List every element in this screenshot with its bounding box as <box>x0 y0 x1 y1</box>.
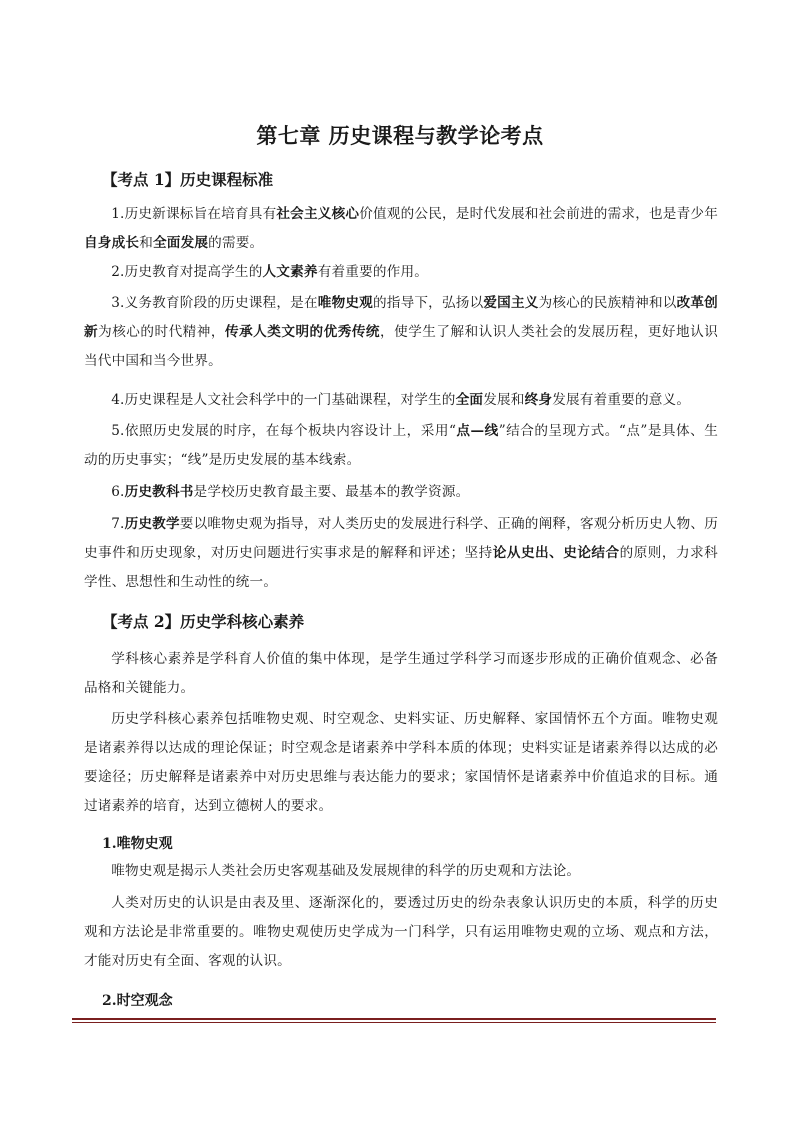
text-run: 的指导下，弘扬以 <box>372 295 484 311</box>
bold-text-run: 论从史出、史论结合 <box>492 545 620 561</box>
text-run: 为核心的时代精神， <box>98 324 225 340</box>
paragraph-11 <box>84 889 718 976</box>
text-run: 价值观的公民，是时代发展和社会前进的需求，也是青少年 <box>359 206 718 222</box>
text-run: 5.依照历史发展的时序，在每个板块内容设计上，采用“ <box>111 423 457 439</box>
paragraph-8 <box>84 645 718 703</box>
text-run: 的需要。 <box>208 235 264 251</box>
subheading-1: 1.唯物史观 <box>102 836 173 852</box>
text-run: 4.历史课程是人文社会科学中的一门基础课程，对学生的 <box>111 392 456 408</box>
bold-text-run: 唯物史观 <box>317 295 373 311</box>
text-run: 6. <box>111 484 125 500</box>
bold-text-run: 人文素养 <box>262 264 318 280</box>
bold-text-run: 传承人类文明的优秀传统 <box>224 324 381 340</box>
text-run: 有着重要的作用。 <box>317 264 429 280</box>
bold-text-run: 全面 <box>455 392 484 408</box>
text-run: ，使学生了解和认识人类社会的发展历程，更好地认识当代中国和当今世界。 <box>84 324 718 369</box>
paragraph-10 <box>84 857 718 886</box>
text-run: 2.历史教育对提高学生的 <box>111 264 263 280</box>
text-run: 是学校历史教育最主要、最基本的教学资源。 <box>193 484 470 500</box>
text-run: 为核心的民族精神和以 <box>538 295 677 311</box>
paragraph-7 <box>84 510 718 597</box>
text-run: 发展有着重要的意义。 <box>552 392 691 408</box>
text-run: 的原则，力求科学性、思想性和生动性的统一。 <box>84 545 718 590</box>
text-run: 3.义务教育阶段的历史课程，是在 <box>111 295 318 311</box>
text-run: 历史学科核心素养包括唯物史观、时空观念、史料实证、历史解释、家国情怀五个方面。唯物史观是诸素养得以达成的理论保证；时空观念是诸素养中学科本质的体现；史料实证是诸素养得以达成的必要途径；历史解释是诸素养中对历史思维与表达能力的要求；家国情怀是诸素养中价值追求的目标。通过诸素养的培育，达到立德树人的要求。 <box>84 711 718 814</box>
subheading-2: 2.时空观念 <box>102 993 173 1009</box>
text-run: 1.历史新课标旨在培育具有 <box>111 206 277 222</box>
section-heading-2: 【考点 2】历史学科核心素养 <box>102 612 305 631</box>
text-run: 人类对历史的认识是由表及里、逐渐深化的，要透过历史的纷杂表象认识历史的本质，科学的历史观和方法论是非常重要的。唯物史观使历史学成为一门科学，只有运用唯物史观的立场、观点和方法，才能对历史有全面、客观的认识。 <box>84 895 718 969</box>
text-run: 学科核心素养是学科育人价值的集中体现，是学生通过学科学习而逐步形成的正确价值观念、必备品格和关键能力。 <box>84 651 718 696</box>
paragraph-9 <box>84 705 718 821</box>
text-run: ”结合的呈现方式。“点”是具体、生动的历史事实；“线”是历史发展的基本线索。 <box>84 423 719 468</box>
text-run: 7. <box>111 516 125 532</box>
paragraph-1 <box>84 200 718 258</box>
bold-text-run: 点—线 <box>456 423 499 439</box>
bold-text-run: 终身 <box>524 392 553 408</box>
bold-text-run: 历史教科书 <box>124 484 194 500</box>
bold-text-run: 全面发展 <box>152 235 209 251</box>
section-heading-1: 【考点 1】历史课程标准 <box>102 170 274 189</box>
paragraph-5 <box>84 417 718 475</box>
bold-text-run: 社会主义核心 <box>276 206 360 222</box>
footer-rule-thin <box>72 1022 716 1023</box>
text-run: 唯物史观是揭示人类社会历史客观基础及发展规律的科学的历史观和方法论。 <box>111 863 581 879</box>
bold-text-run: 自身成长 <box>84 235 140 251</box>
bold-text-run: 改革创新 <box>84 295 718 340</box>
chapter-title: 第七章 历史课程与教学论考点 <box>256 123 544 148</box>
paragraph-2 <box>84 258 718 287</box>
text-run: 发展和 <box>483 392 525 408</box>
paragraph-4 <box>84 386 718 415</box>
text-run: 和 <box>139 235 153 251</box>
bold-text-run: 历史教学 <box>124 516 180 532</box>
paragraph-6 <box>84 478 718 507</box>
text-run: 要以唯物史观为指导，对人类历史的发展进行科学、正确的阐释，客观分析历史人物、历史事件和历史现象，对历史问题进行实事求是的解释和评述；坚持 <box>84 516 718 561</box>
footer-rule-thick <box>72 1018 716 1020</box>
paragraph-3 <box>84 289 718 376</box>
bold-text-run: 爱国主义 <box>483 295 539 311</box>
